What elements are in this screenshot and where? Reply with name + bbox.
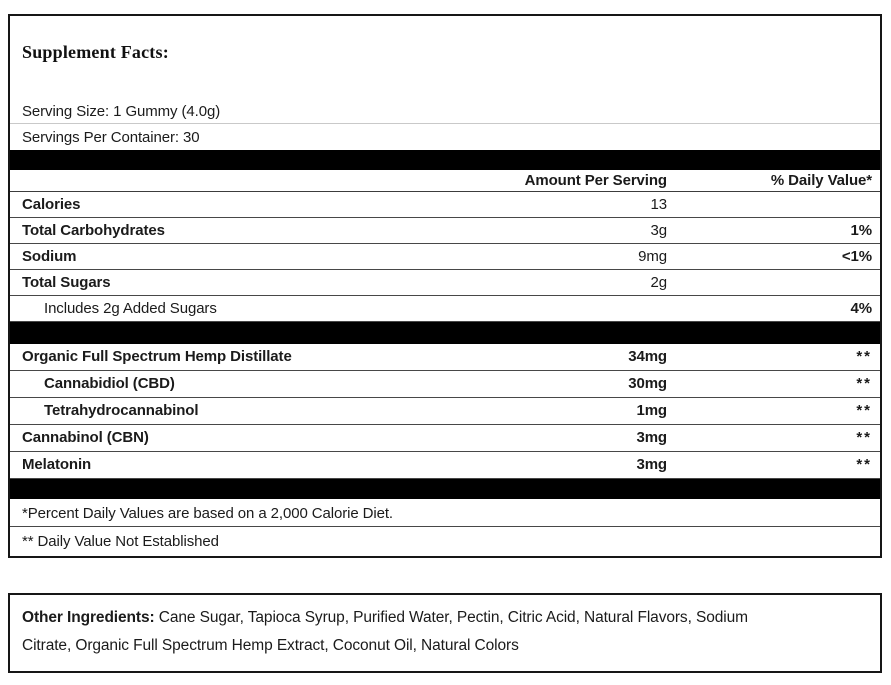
- table-row-cbn: [10, 425, 880, 452]
- amount-per-serving-header: Amount Per Serving: [524, 172, 667, 189]
- table-row-sodium: [10, 244, 880, 270]
- table-row-total-carbohydrates: [10, 218, 880, 244]
- row-label: Tetrahydrocannabinol: [44, 402, 199, 419]
- table-header-row: [10, 170, 880, 192]
- row-dv: **: [856, 348, 872, 365]
- row-dv: 4%: [850, 300, 872, 317]
- other-ingredients-line2: [22, 637, 519, 654]
- row-label: Cannabidiol (CBD): [44, 375, 175, 392]
- row-label: Sodium: [22, 248, 77, 265]
- row-label: Total Carbohydrates: [22, 222, 165, 239]
- footnote-text: *Percent Daily Values are based on a 2,000 Calorie Diet.: [22, 505, 394, 522]
- separator-bar: [10, 479, 880, 499]
- row-amount: 34mg: [628, 348, 667, 365]
- table-row-thc: [10, 398, 880, 425]
- row-amount: 3mg: [636, 429, 667, 446]
- table-row-cbd: [10, 371, 880, 398]
- row-amount: 3mg: [636, 456, 667, 473]
- row-amount: 2g: [650, 274, 667, 291]
- row-amount: 30mg: [628, 375, 667, 392]
- other-ingredients-line1: [22, 609, 748, 626]
- row-dv: **: [856, 456, 872, 473]
- row-label: Calories: [22, 196, 81, 213]
- servings-per-container-row: [10, 124, 880, 150]
- row-amount: 1mg: [636, 402, 667, 419]
- table-row-added-sugars: [10, 296, 880, 322]
- row-label: Organic Full Spectrum Hemp Distillate: [22, 348, 292, 365]
- table-row-hemp-distillate: [10, 344, 880, 371]
- row-dv: **: [856, 429, 872, 446]
- separator-bar: [10, 150, 880, 170]
- row-dv: **: [856, 375, 872, 392]
- footnote-daily-values: [10, 499, 880, 527]
- row-amount: 9mg: [638, 248, 667, 265]
- panel-title: Supplement Facts:: [22, 42, 169, 62]
- table-row-melatonin: [10, 452, 880, 479]
- row-amount: 3g: [650, 222, 667, 239]
- serving-size-row: [10, 99, 880, 124]
- row-label: Melatonin: [22, 456, 92, 473]
- other-ingredients-text-1: Cane Sugar, Tapioca Syrup, Purified Water, Pectin, Citric Acid, Natural Flavors, Sodium: [158, 609, 748, 626]
- other-ingredients-box: [8, 593, 882, 673]
- row-dv: **: [856, 402, 872, 419]
- serving-size-text: Serving Size: 1 Gummy (4.0g): [22, 103, 221, 120]
- other-ingredients-label: Other Ingredients:: [22, 609, 155, 626]
- row-label: Cannabinol (CBN): [22, 429, 149, 446]
- table-row-calories: [10, 192, 880, 218]
- footnote-dv-not-established: [10, 527, 880, 556]
- row-amount: 13: [650, 196, 667, 213]
- supplement-facts-panel: [8, 14, 882, 558]
- daily-value-header: % Daily Value*: [770, 172, 872, 189]
- row-label: Includes 2g Added Sugars: [44, 300, 217, 317]
- footnote-text: ** Daily Value Not Established: [22, 533, 219, 550]
- panel-title-section: [10, 16, 880, 99]
- row-dv: 1%: [850, 222, 872, 239]
- separator-bar: [10, 322, 880, 344]
- row-dv: <1%: [841, 248, 872, 265]
- table-row-total-sugars: [10, 270, 880, 296]
- servings-per-container-text: Servings Per Container: 30: [22, 129, 200, 146]
- other-ingredients-text-2: Citrate, Organic Full Spectrum Hemp Extract, Coconut Oil, Natural Colors: [22, 637, 519, 654]
- row-label: Total Sugars: [22, 274, 111, 291]
